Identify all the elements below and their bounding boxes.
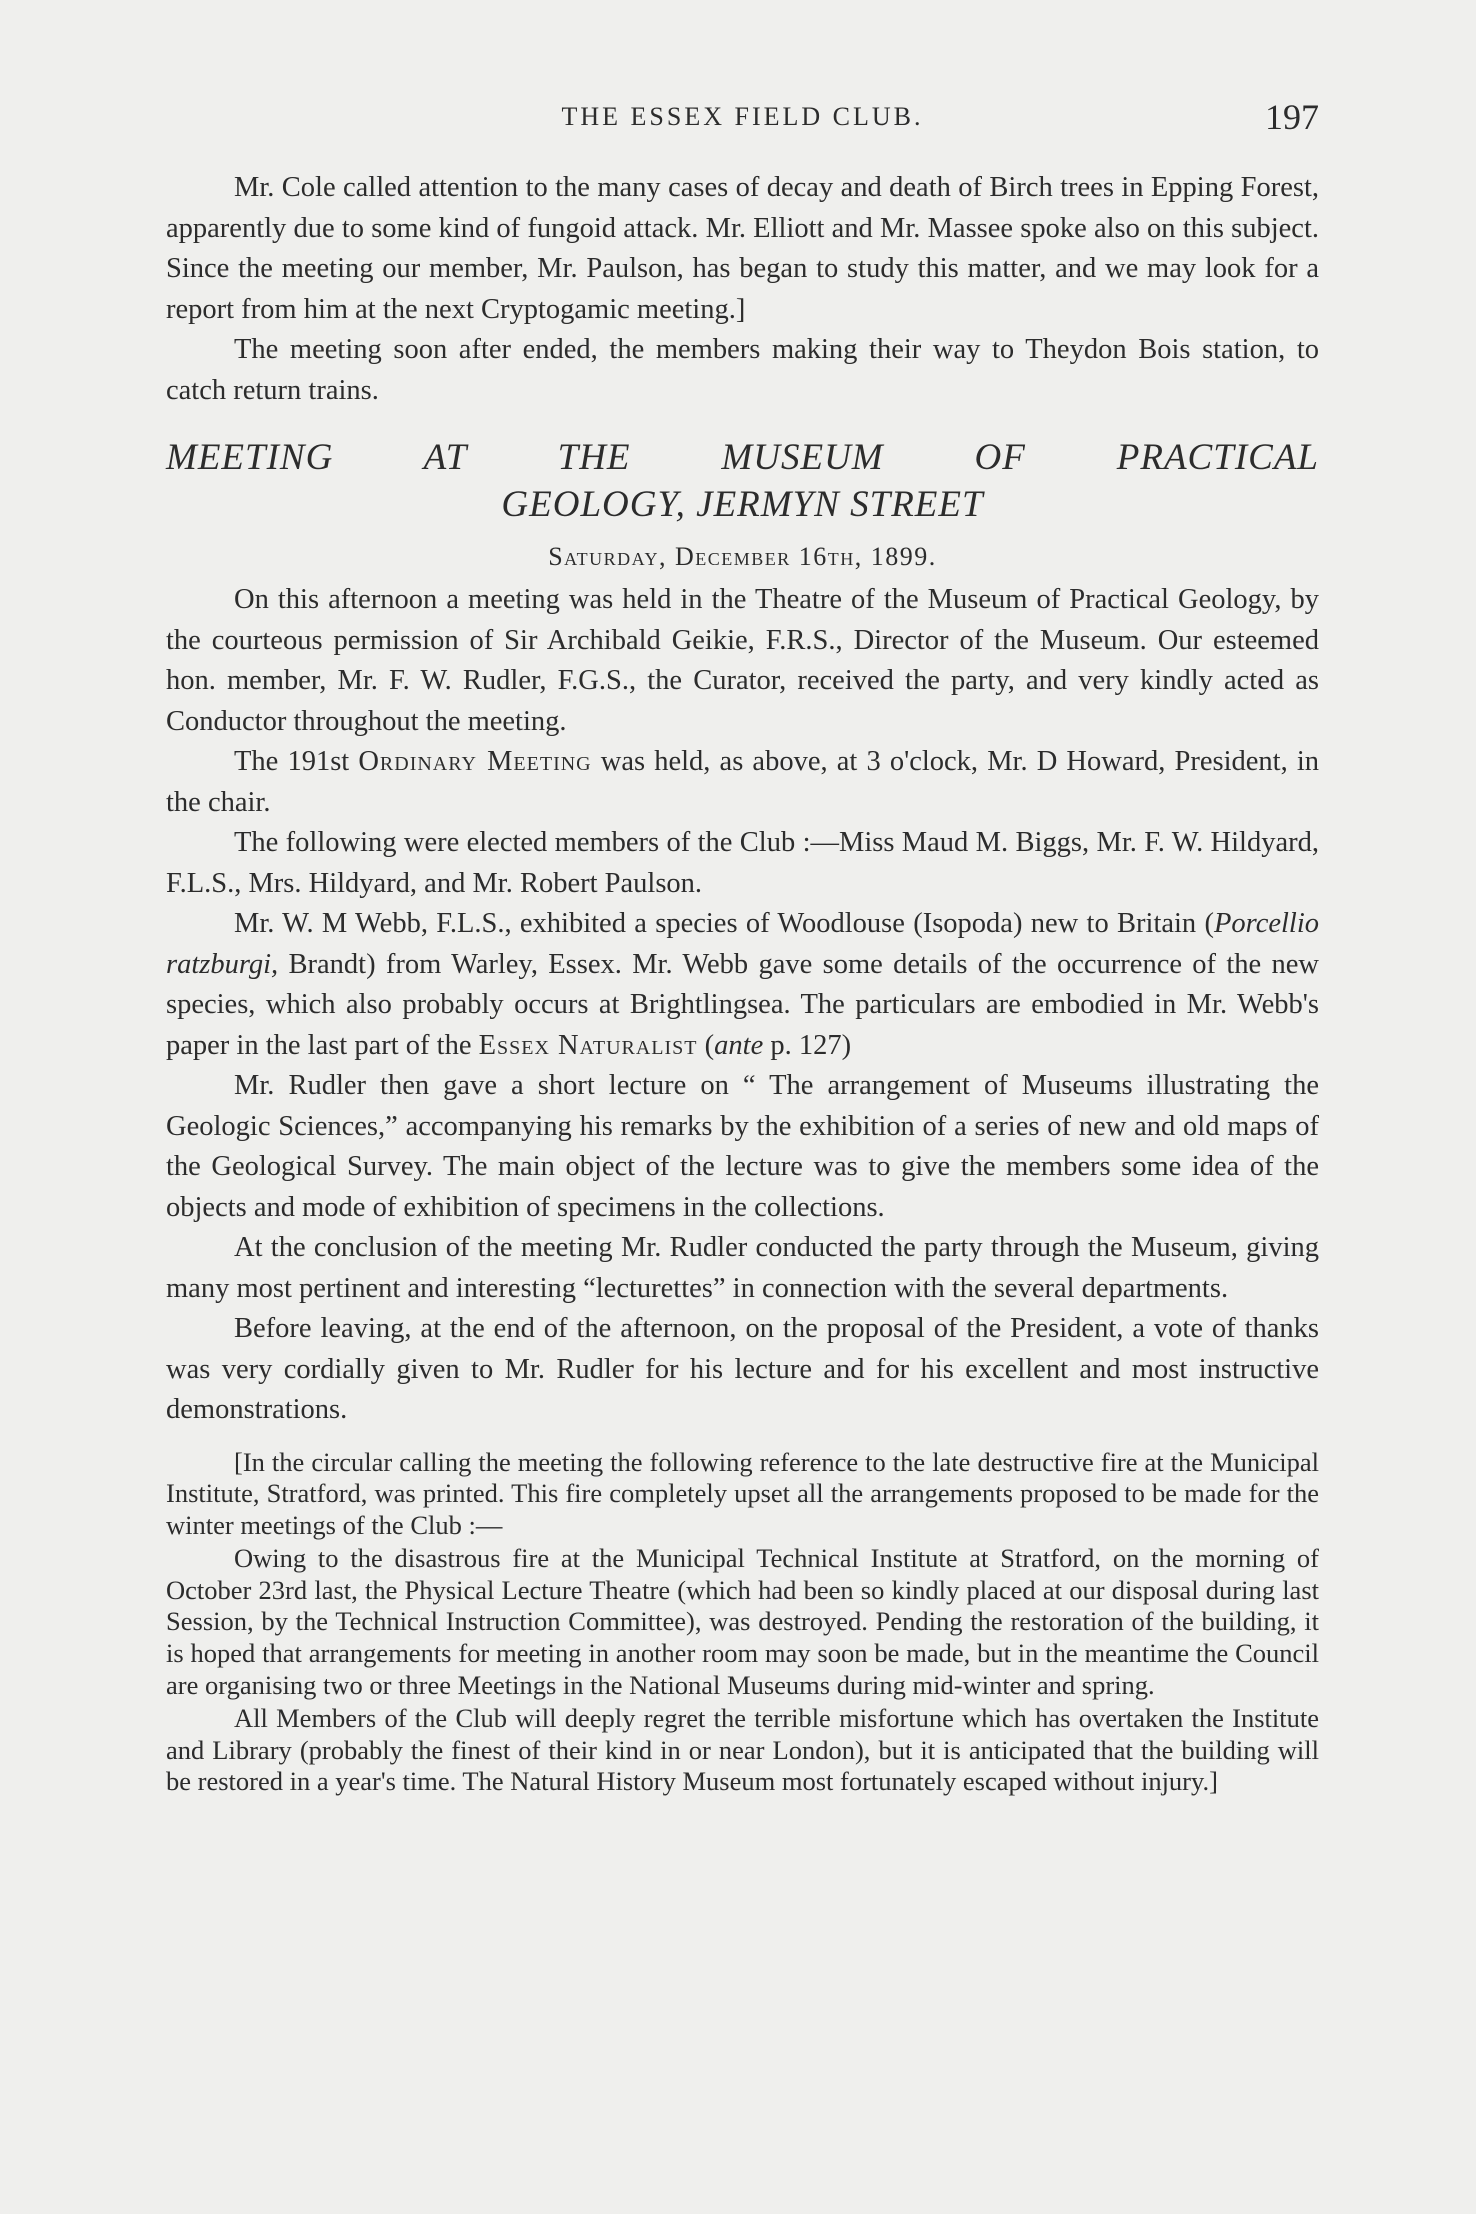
paragraph-circular-note: [In the circular calling the meeting the following reference to the late destructive fire at the Municipal Institute, Stratford, was printed. This fire completely upset all the arrangements proposed to be made for the winter meetings of the Club :— (166, 1446, 1319, 1540)
webb-text-after: p. 127) (763, 1029, 852, 1061)
ordinary-meeting-smallcaps: Ordinary Meeting (358, 746, 592, 777)
page-number: 197 (1265, 97, 1319, 137)
paragraph-birch-decay: Mr. Cole called attention to the many cases of decay and death of Birch trees in Epping Forest, apparently due to some kind of fungoid attack. Mr. Elliott and Mr. Massee spoke also on this subject. Since the meeting our member, Mr. Paulson, has began to study this matter, and we may look for a report from him at the next Cryptogamic meeting.] (166, 172, 1319, 325)
paragraph-meeting-ended: The meeting soon after ended, the members making their way to Theydon Bois station, to catch return trains. (166, 334, 1319, 406)
webb-text-middle: Brandt) from Warley, Essex. Mr. Webb gave some details of the occurrence of the new species, which also probably occurs at Brightlingsea. The particulars are embodied in Mr. Webb's paper in the last part of the (166, 948, 1319, 1061)
section-heading-line-1: MEETING AT THE MUSEUM OF PRACTICAL (166, 437, 1319, 478)
paragraph-elected-members: The following were elected members of the Club :—Miss Maud M. Biggs, Mr. F. W. Hildyard, F.L.S., Mrs. Hildyard, and Mr. Robert Paulson. (166, 827, 1319, 899)
paragraph-afternoon-meeting: On this afternoon a meeting was held in the Theatre of the Museum of Practical Geology, by the courteous permission of Sir Archibald Geikie, F.R.S., Director of the Museum. Our esteemed hon. member, Mr. F. W. Rudler, F.G.S., the Curator, received the party, and very kindly acted as Conductor throughout the meeting. (166, 584, 1319, 737)
paragraph-members-regret: All Members of the Club will deeply regret the terrible misfortune which has overtaken the Institute and Library (probably the finest of their kind in or near London), but it is anticipated that the building will be restored in a year's time. The Natural History Museum most fortunately escaped without injury.] (166, 1703, 1319, 1797)
paragraph-webb-woodlouse (166, 904, 1319, 1066)
paragraph-stratford-fire: Owing to the disastrous fire at the Municipal Technical Institute at Stratford, on the morning of October 23rd last, the Physical Lecture Theatre (which had been so kindly placed at our disposal during last Session, by the Technical Instruction Committee), was destroyed. Pending the restoration of the building, it is hoped that arrangements for meeting in another room may soon be made, but in the meantime the Council are organising two or three Meetings in the National Museums during mid-winter and spring. (166, 1543, 1319, 1700)
page-body (166, 168, 1319, 1798)
section-heading-line-2: GEOLOGY, JERMYN STREET (501, 484, 984, 525)
running-title: THE ESSEX FIELD CLUB. (561, 102, 924, 131)
paragraph-museum-tour: At the conclusion of the meeting Mr. Rudler conducted the party through the Museum, giving many most pertinent and interesting “lecturettes” in connection with the several departments. (166, 1232, 1319, 1304)
webb-ante-open: ( (697, 1029, 715, 1061)
ordinary-meeting-after: was held, as above, at 3 o'clock, Mr. D Howard, President, in the chair. (166, 746, 1319, 818)
paragraph-rudler-lecture: Mr. Rudler then gave a short lecture on “ The arrangement of Museums illustrating the Geologic Sciences,” accompanying his remarks by the exhibition of a series of new and old maps of the Geological Survey. The main object of the lecture was to give the members some idea of the objects and mode of exhibition of specimens in the collections. (166, 1070, 1319, 1223)
webb-text-before: Mr. W. M Webb, F.L.S., exhibited a species of Woodlouse (Isopoda) new to Britain ( (234, 908, 1214, 939)
species-name: Porcellio ratzburgi, (166, 908, 1319, 980)
section-heading (166, 434, 1319, 528)
running-head (166, 96, 1319, 146)
book-page (166, 0, 1319, 2214)
journal-name: Essex Naturalist (478, 1029, 698, 1061)
meeting-dateline: Saturday, December 16th, 1899. (548, 542, 937, 571)
ante-word: ante (714, 1029, 764, 1061)
paragraph-vote-of-thanks: Before leaving, at the end of the afternoon, on the proposal of the President, a vote of thanks was very cordially given to Mr. Rudler for his lecture and for his excellent and most instructive demonstrations. (166, 1313, 1319, 1425)
ordinary-meeting-before: The 191st (234, 746, 359, 777)
paragraph-ordinary-meeting (166, 742, 1319, 823)
